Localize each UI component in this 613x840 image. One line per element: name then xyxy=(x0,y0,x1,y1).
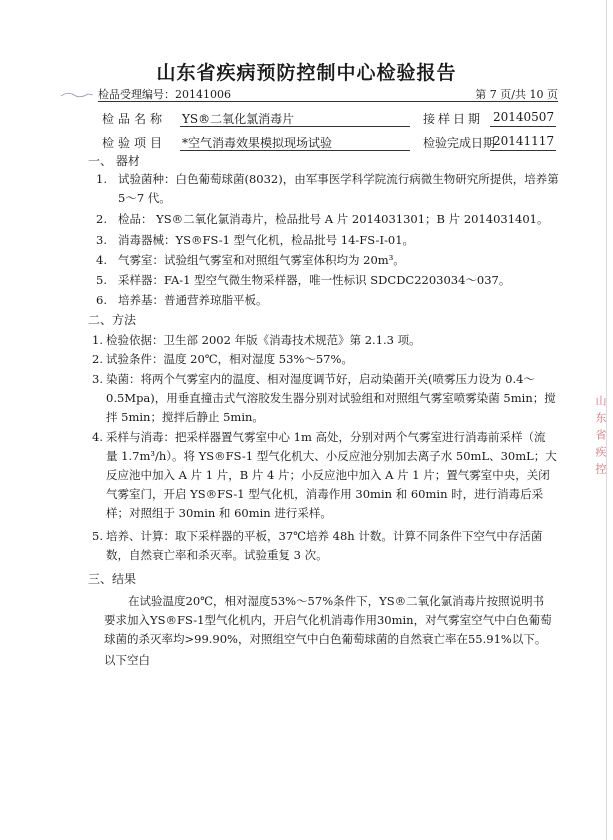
item-text: 采样与消毒：把采样器置气雾室中心 1m 高处，分别对两个气雾室进行消毒前采样（流量 1.7m³/h）。将 YS®FS-1 型气化机大、小反应池分别加去离子水 50mL、30mL；大反应池中加入 A 片 1 片，B 片 4 片；小反应池中加入 A 片 1 片；置气雾室中央，关闭气雾室门，开启 YS®FS-1 型气化机，消毒作用 30min 和 60min 时，进行消毒后采样；对照组于 30min 和 60min 进行采样。 xyxy=(106,430,557,520)
item-number: 1. xyxy=(92,333,103,347)
report-title: 山东省疾病预防控制中心检验报告 xyxy=(156,62,457,84)
item-text: 染菌：将两个气雾室内的温度、相对湿度调节好，启动染菌开关(喷雾压力设为 0.4～0.5Mpa)，用垂直撞击式气溶胶发生器分别对试验组和对照组气雾室喷雾染菌 5min；搅拌 5min；搅拌后静止 5min。 xyxy=(106,372,556,424)
list-item xyxy=(92,527,557,565)
page-info: 第 7 页/共 10 页 xyxy=(475,88,558,101)
sample-name-value: YS®二氧化氯消毒片 xyxy=(182,112,295,126)
list-item xyxy=(92,370,557,427)
sample-name-label: 检品名称 xyxy=(102,112,167,126)
list-item xyxy=(96,210,561,229)
item-number: 1. xyxy=(96,172,107,186)
item-number: 4. xyxy=(92,430,103,444)
item-text: 气雾室：试验组气雾室和对照组气雾室体积均为 20m³。 xyxy=(118,253,405,267)
list-item xyxy=(92,350,557,369)
item-number: 6. xyxy=(96,293,107,307)
test-item-field xyxy=(102,134,333,151)
sample-number-label: 检品受理编号： xyxy=(98,88,175,101)
list-item xyxy=(96,291,561,310)
item-text: 试验条件：温度 20℃，相对湿度 53%～57%。 xyxy=(106,352,353,366)
item-text: 检验依据：卫生部 2002 年版《消毒技术规范》第 2.1.3 项。 xyxy=(106,333,421,347)
item-text: 检品： YS®二氧化氯消毒片，检品批号 A 片 2014031301；B 片 2014031401。 xyxy=(118,212,549,226)
test-item-label: 检验项目 xyxy=(102,136,167,150)
result-paragraph: 在试验温度20℃，相对湿度53%～57%条件下，YS®二氧化氯消毒片按照说明书要求加入YS®FS-1型气化机内，开启气化机消毒作用30min，对气雾室空气中白色葡萄球菌的杀灭率均>99.90%，对照组空气中白色葡萄球菌的自然衰亡率在55.91%以下。 xyxy=(104,594,552,646)
sample-name-underline xyxy=(180,126,410,127)
completed-date-label: 检验完成日期 xyxy=(423,136,496,150)
test-item-underline xyxy=(180,150,410,151)
item-number: 2. xyxy=(92,352,103,366)
list-item xyxy=(92,428,557,523)
test-item-value: *空气消毒效果模拟现场试验 xyxy=(182,136,333,150)
completed-date-field xyxy=(423,134,555,151)
seam-stamp: 山东省疾控 xyxy=(594,395,607,480)
received-date-underline xyxy=(490,126,556,127)
received-date-label: 接样日期 xyxy=(423,112,484,126)
sample-number-value: 20141006 xyxy=(175,88,231,101)
section-result-heading: 三、结果 xyxy=(88,572,137,586)
sample-number xyxy=(98,86,231,102)
item-text: 试验菌种：白色葡萄球菌(8032)，由军事医学科学院流行病微生物研究所提供，培养第 5～7 代。 xyxy=(118,172,559,205)
completed-date-value: 20141117 xyxy=(493,134,555,148)
item-text: 培养基：普通营养琼脂平板。 xyxy=(118,293,268,307)
header-rule xyxy=(98,101,558,102)
list-item xyxy=(96,271,561,290)
handwritten-mark xyxy=(60,90,94,100)
item-number: 4. xyxy=(96,253,107,267)
item-text: 消毒器械：YS®FS-1 型气化机，检品批号 14-FS-I-01。 xyxy=(118,233,415,247)
item-number: 5. xyxy=(92,529,103,543)
item-number: 3. xyxy=(92,372,103,386)
received-date-field xyxy=(423,110,555,127)
blank-note: 以下空白 xyxy=(104,653,150,667)
item-number: 2. xyxy=(96,212,107,226)
item-text: 培养、计算：取下采样器的平板，37℃培养 48h 计数。计算不同条件下空气中存活菌数，自然衰亡率和杀灭率。试验重复 3 次。 xyxy=(106,529,543,562)
item-number: 5. xyxy=(96,273,107,287)
received-date-value: 20140507 xyxy=(493,110,555,124)
section-equipment-heading: 一、 器材 xyxy=(88,154,140,168)
item-text: 采样器：FA-1 型空气微生物采样器，唯一性标识 SDCDC2203034～037。 xyxy=(118,273,511,287)
list-item xyxy=(96,170,561,208)
list-item xyxy=(92,331,557,350)
list-item xyxy=(96,251,561,270)
completed-date-underline xyxy=(490,150,556,151)
sample-name-field xyxy=(102,110,295,127)
list-item xyxy=(96,231,561,250)
item-number: 3. xyxy=(96,233,107,247)
section-method-heading: 二、方法 xyxy=(88,313,137,327)
